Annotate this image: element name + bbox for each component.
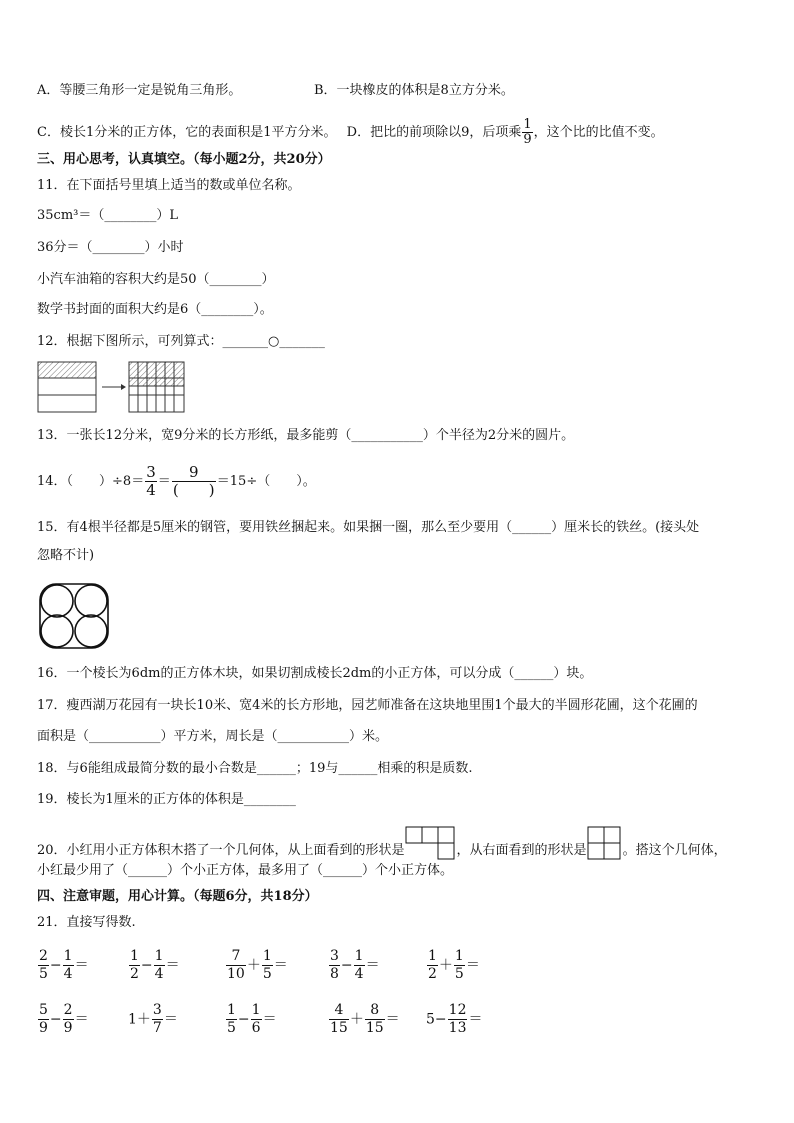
fraction <box>262 948 273 983</box>
frac-den: ( ) <box>172 481 215 499</box>
option-c-d-line <box>37 118 664 147</box>
q14-line <box>37 462 316 502</box>
frac-num: 8 <box>365 1002 385 1020</box>
frac-num: 9 <box>172 464 216 482</box>
q20-post: 。搭这个几何体， <box>622 843 727 858</box>
frac-num: 7 <box>226 948 246 966</box>
frac-num: 1 <box>262 948 272 964</box>
frac-num: 3 <box>146 463 156 481</box>
q15-pipes-figure <box>38 582 110 650</box>
fraction <box>226 948 246 983</box>
q21-stem: 21．直接写得数. <box>37 915 136 930</box>
q15-line-2: 忽略不计) <box>37 548 95 563</box>
fraction <box>329 1002 349 1037</box>
fraction <box>365 1002 385 1037</box>
frac-num: 3 <box>152 1002 162 1018</box>
fraction-bar-right <box>129 362 184 412</box>
q19-text: 19．棱长为1厘米的正方体的体积是________ <box>37 792 296 807</box>
q11-line-1: 35cm³＝（________）L <box>37 208 178 223</box>
option-a: A．等腰三角形一定是锐角三角形。 <box>37 83 242 98</box>
option-c: C．棱长1分米的正方体，它的表面积是1平方分米。 <box>37 125 337 140</box>
operator: − <box>140 957 153 974</box>
whole-number: 5 <box>426 1011 435 1028</box>
frac-den: 5 <box>39 966 48 982</box>
frac-num: 1 <box>154 948 164 964</box>
option-d-text: D．把比的前项除以9，后项乘 <box>346 125 522 140</box>
section-4-heading: 四、注意审题，用心计算。（每题6分，共18分） <box>37 889 318 904</box>
frac-num: 3 <box>330 948 339 964</box>
frac-den: 5 <box>227 1020 236 1036</box>
q20-mid: ，从右面看到的形状是 <box>456 843 587 858</box>
option-b: B．一块橡皮的体积是8立方分米。 <box>314 83 514 98</box>
frac-den: 5 <box>262 966 272 982</box>
equals-sign: ＝ <box>74 957 89 974</box>
operator: − <box>49 1011 62 1028</box>
frac-num: 1 <box>523 117 532 132</box>
frac-num: 2 <box>39 948 48 964</box>
frac-num: 1 <box>354 948 364 964</box>
section-3-heading: 三、用心思考，认真填空。（每小题2分，共20分） <box>37 152 331 167</box>
fraction <box>448 1002 468 1037</box>
operator: ＋ <box>438 957 453 974</box>
frac-den: 15 <box>365 1020 384 1036</box>
q14-eq: ＝ <box>157 474 171 489</box>
frac-num: 1 <box>428 948 437 964</box>
frac-den: 6 <box>251 1020 261 1036</box>
operator: − <box>237 1011 250 1028</box>
q20-line-2: 小红最少用了（______）个小正方体，最多用了（______）个小正方体。 <box>37 863 454 878</box>
q18-text: 18．与6能组成最简分数的最小合数是______；19与______相乘的积是质数. <box>37 761 473 776</box>
operator: − <box>49 957 62 974</box>
frac-den: 2 <box>130 966 139 982</box>
equals-sign: ＝ <box>165 957 180 974</box>
frac-num: 2 <box>63 1002 73 1018</box>
equals-sign: ＝ <box>385 1011 400 1028</box>
frac-num: 4 <box>329 1002 349 1020</box>
frac-num: 1 <box>130 948 139 964</box>
frac-num: 1 <box>227 1002 236 1018</box>
q11-stem: 11．在下面括号里填上适当的数或单位名称。 <box>37 178 301 193</box>
q14-pre: 14．（ ）÷8＝ <box>37 474 145 489</box>
fraction <box>329 948 340 983</box>
option-d <box>346 117 664 147</box>
option-d-tail: ，这个比的比值不变。 <box>533 125 664 140</box>
arrow-icon <box>102 384 126 390</box>
pipe-circle <box>41 585 73 617</box>
calc-item <box>37 948 89 983</box>
q12-text: 12．根据下图所示，可列算式：_______○_______ <box>37 334 325 349</box>
fraction <box>354 948 365 983</box>
calc-item <box>37 1002 89 1037</box>
frac-num: 5 <box>39 1002 48 1018</box>
equals-sign: ＝ <box>262 1011 277 1028</box>
fraction <box>63 948 74 983</box>
operator: ＋ <box>136 1011 151 1028</box>
operator: − <box>434 1011 447 1028</box>
frac-den: 9 <box>63 1020 73 1036</box>
right-view-shape <box>587 826 623 860</box>
calc-item <box>426 1002 482 1037</box>
frac-den: 4 <box>63 966 73 982</box>
fraction <box>226 1002 237 1037</box>
fraction-nine-blank <box>172 464 216 499</box>
fraction <box>63 1002 74 1037</box>
frac-den: 9 <box>39 1020 48 1036</box>
q15-line-1: 15．有4根半径都是5厘米的钢管，要用铁丝捆起来。如果捆一圈，那么至少要用（______）厘米长的铁丝。(接头处 <box>37 520 700 535</box>
q17-line-1: 17．瘦西湖万花园有一块长10米、宽4米的长方形地，园艺师准备在这块地里围1个最大的半圆形花圃，这个花圃的 <box>37 698 698 713</box>
fraction-one-ninth <box>522 118 532 147</box>
fraction <box>129 948 140 983</box>
fraction-bar-left <box>38 362 96 412</box>
q20-line-1 <box>37 826 727 861</box>
frac-den: 4 <box>146 481 156 499</box>
frac-den: 2 <box>428 966 437 982</box>
frac-num: 1 <box>251 1002 261 1018</box>
calc-item <box>128 948 180 983</box>
fraction <box>38 1002 49 1037</box>
calc-item <box>328 948 380 983</box>
frac-den: 8 <box>330 966 339 982</box>
equals-sign: ＝ <box>273 957 288 974</box>
frac-den: 5 <box>454 966 464 982</box>
pipe-circle <box>41 615 73 647</box>
fraction <box>454 948 465 983</box>
calc-item <box>426 948 480 983</box>
pipe-circle <box>75 615 107 647</box>
pipe-circle <box>75 585 107 617</box>
fraction <box>427 948 438 983</box>
calc-item <box>225 948 288 983</box>
fraction <box>251 1002 262 1037</box>
frac-num: 12 <box>448 1002 467 1018</box>
frac-den: 13 <box>448 1020 467 1036</box>
frac-den: 4 <box>354 966 364 982</box>
frac-den: 7 <box>152 1020 162 1036</box>
operator: ＋ <box>349 1011 364 1028</box>
calc-item <box>225 1002 277 1037</box>
fraction <box>152 1002 163 1037</box>
fraction <box>154 948 165 983</box>
fraction <box>38 948 49 983</box>
calc-item <box>328 1002 400 1037</box>
operator: − <box>340 957 353 974</box>
equals-sign: ＝ <box>465 957 480 974</box>
whole-number: 1 <box>128 1011 137 1028</box>
equals-sign: ＝ <box>365 957 380 974</box>
frac-num: 1 <box>454 948 464 964</box>
q14-post: ＝15÷（ ）。 <box>216 474 316 489</box>
equals-sign: ＝ <box>468 1011 483 1028</box>
calc-item <box>128 1002 178 1037</box>
q20-pre: 20．小红用小正方体积木搭了一个几何体，从上面看到的形状是 <box>37 843 405 858</box>
top-view-shape <box>405 826 457 860</box>
equals-sign: ＝ <box>163 1011 178 1028</box>
frac-den: 10 <box>227 966 245 982</box>
q13-text: 13．一张长12分米，宽9分米的长方形纸，最多能剪（___________）个半径为2分米的圆片。 <box>37 428 575 443</box>
frac-den: 4 <box>154 966 164 982</box>
q11-line-2: 36分＝（________）小时 <box>37 240 184 255</box>
frac-den: 9 <box>523 132 532 147</box>
q12-figure <box>37 361 187 414</box>
equals-sign: ＝ <box>74 1011 89 1028</box>
fraction-three-quarters <box>145 464 157 499</box>
q11-line-4: 数学书封面的面积大约是6（________）。 <box>37 302 273 317</box>
q17-line-2: 面积是（___________）平方米，周长是（___________）米。 <box>37 729 389 744</box>
frac-num: 1 <box>63 948 73 964</box>
frac-den: 15 <box>330 1020 348 1036</box>
operator: ＋ <box>246 957 261 974</box>
q11-line-3: 小汽车油箱的容积大约是50（________） <box>37 272 275 287</box>
q16-text: 16．一个棱长为6dm的正方体木块，如果切割成棱长2dm的小正方体，可以分成（______）块。 <box>37 666 593 681</box>
